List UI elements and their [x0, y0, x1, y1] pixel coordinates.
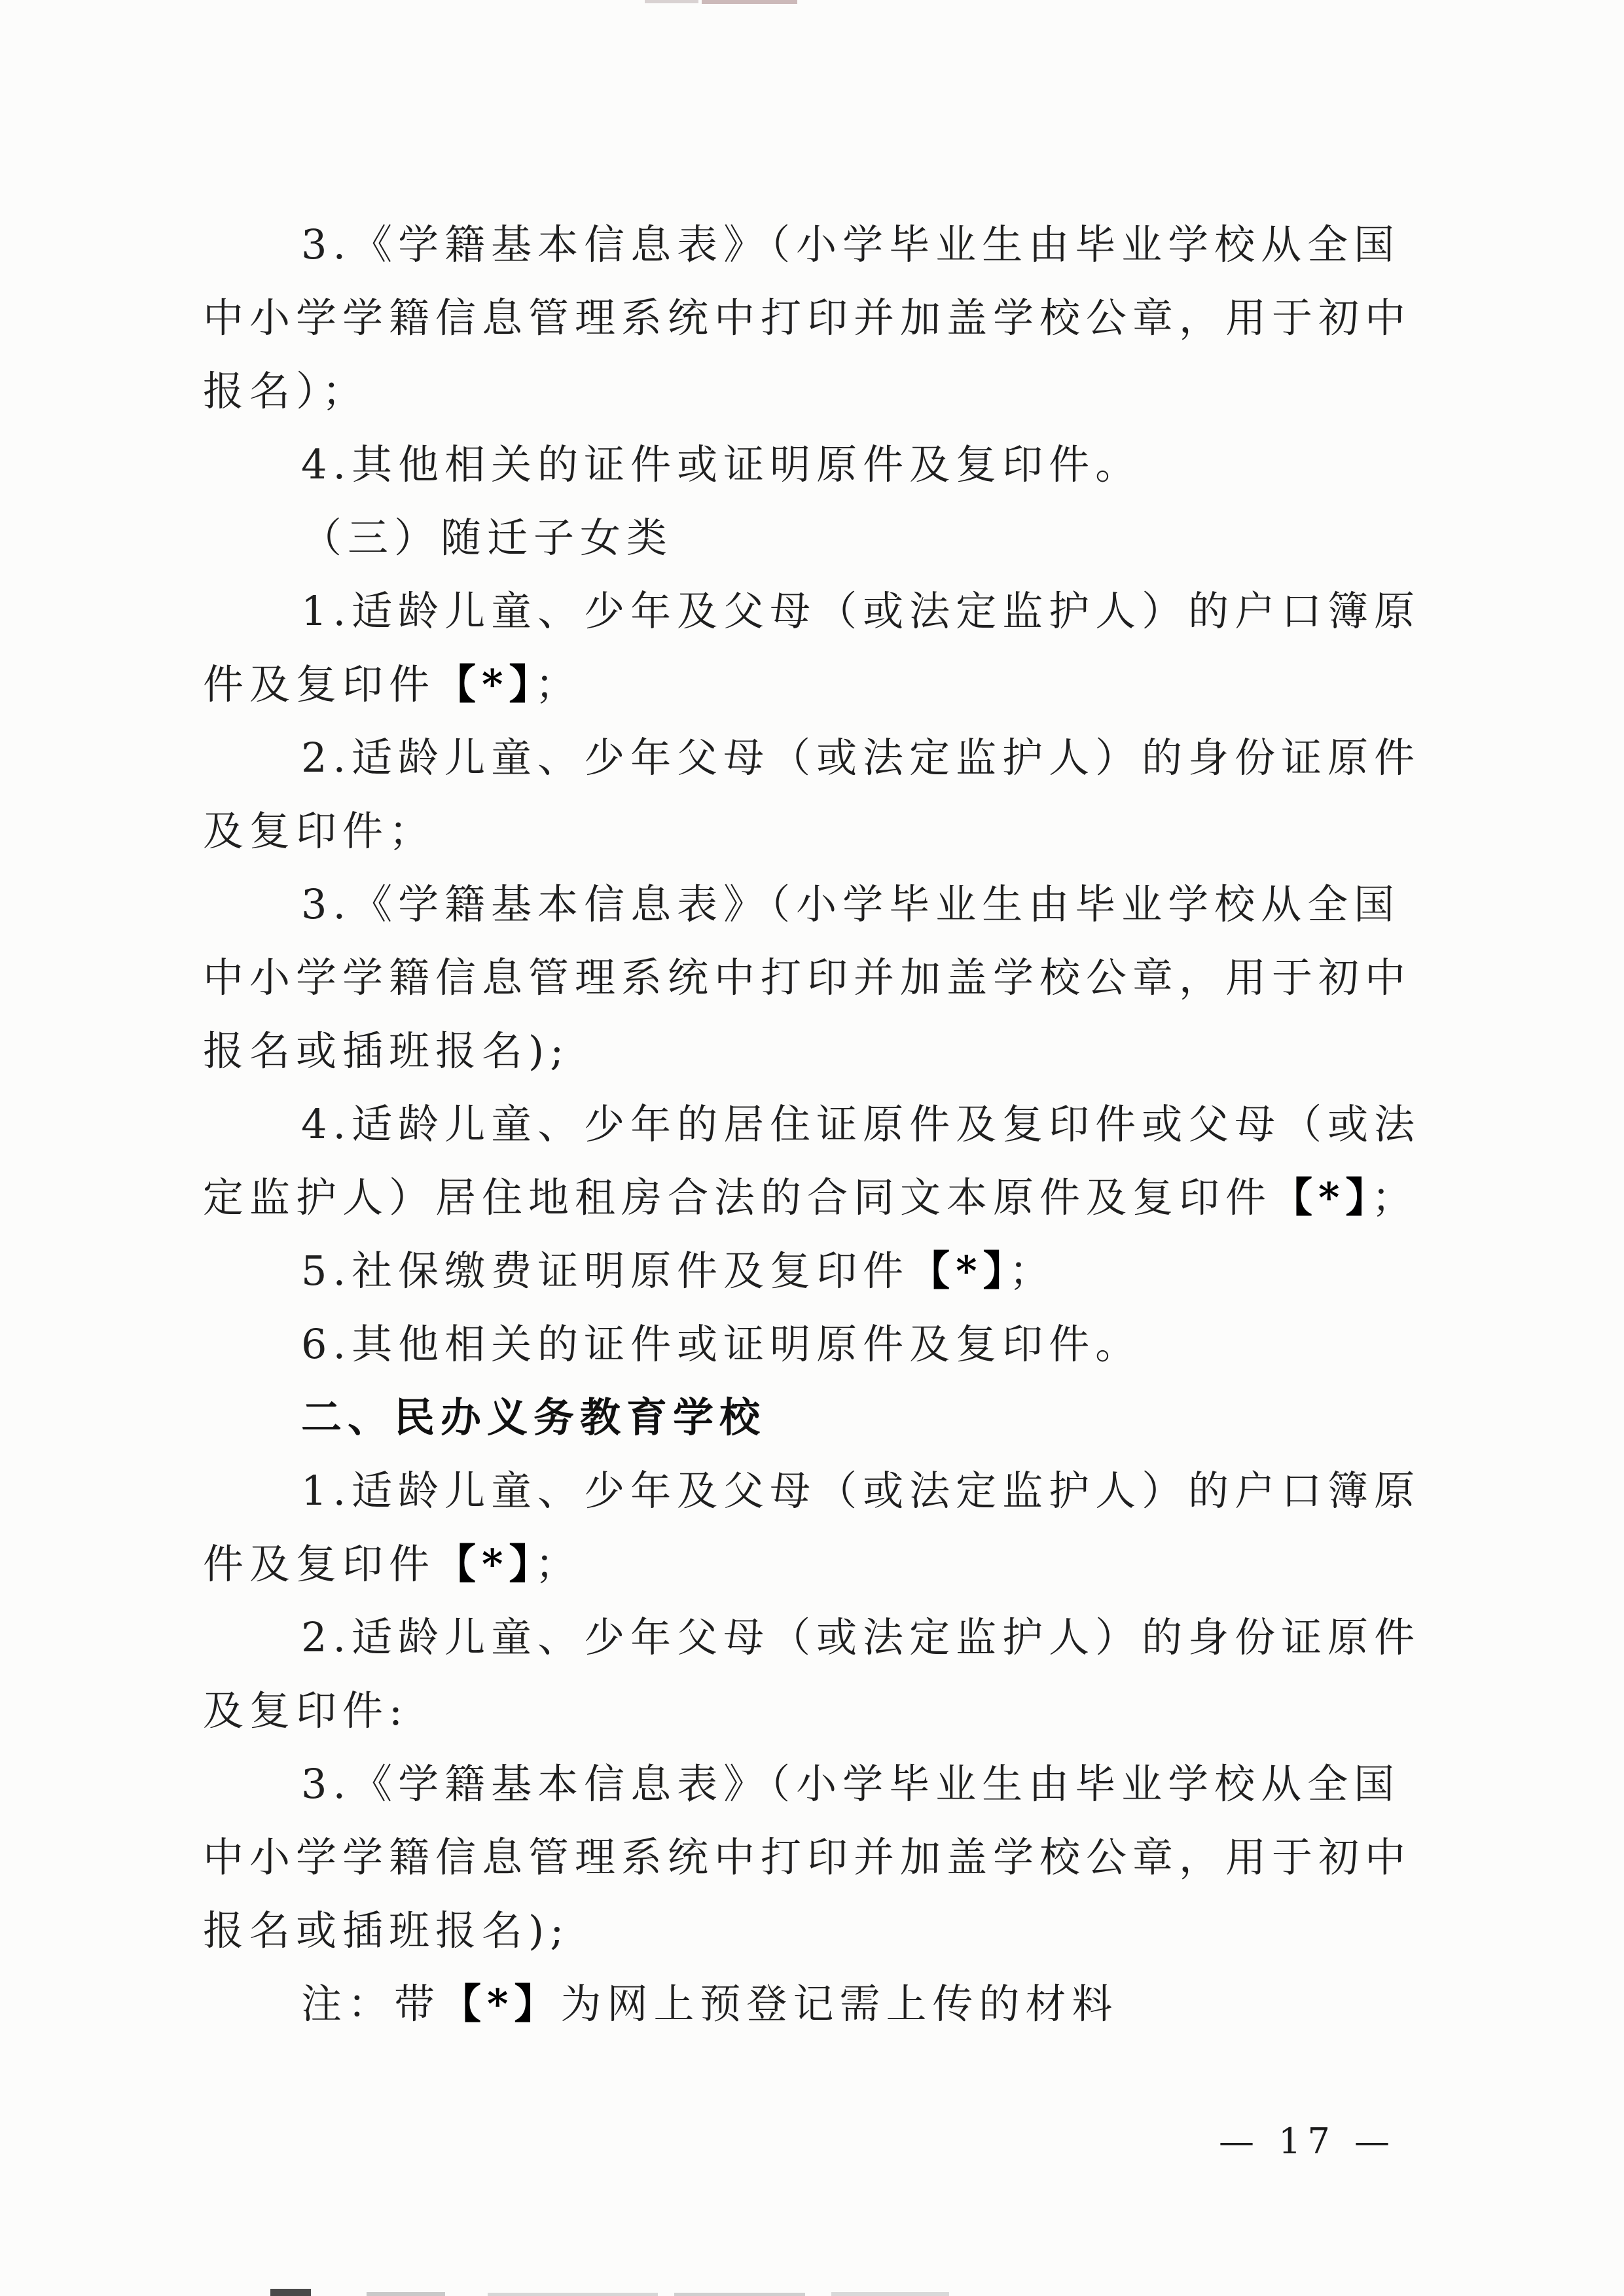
text-line: 中小学学籍信息管理系统中打印并加盖学校公章，用于初中	[203, 954, 1412, 1001]
scan-artifact-bottom	[367, 2292, 445, 2296]
text-line: 报名或插班报名);	[203, 1027, 570, 1075]
text-line: 件及复印件【*】；	[203, 660, 582, 708]
scan-artifact-top	[702, 0, 797, 4]
text-line: 1.适龄儿童、少年及父母（或法定监护人）的户口簿原	[301, 587, 1421, 635]
text-line: 3.《学籍基本信息表》（小学毕业生由毕业学校从全国	[301, 1760, 1401, 1808]
scan-artifact-bottom	[831, 2292, 949, 2296]
text-line: 3.《学籍基本信息表》（小学毕业生由毕业学校从全国	[301, 880, 1401, 928]
text-line: 件及复印件【*】；	[203, 1540, 582, 1588]
text-line: 定监护人）居住地租房合法的合同文本原件及复印件【*】；	[203, 1174, 1418, 1221]
text-line: 及复印件:	[203, 1687, 408, 1734]
upload-required-marker: 【*】	[1272, 1174, 1372, 1221]
text-line: 2.适龄儿童、少年父母（或法定监护人）的身份证原件	[301, 734, 1421, 781]
scan-artifact-bottom	[488, 2293, 658, 2296]
text-line: 中小学学籍信息管理系统中打印并加盖学校公章，用于初中	[203, 1833, 1412, 1881]
scan-artifact-bottom	[674, 2293, 805, 2296]
page-number: — 17 —	[1219, 2121, 1397, 2162]
section-heading: 二、民办义务教育学校	[301, 1393, 767, 1441]
text-line: 1.适龄儿童、少年及父母（或法定监护人）的户口簿原	[301, 1467, 1421, 1515]
upload-required-marker: 【*】	[435, 660, 535, 708]
text-line: 6.其他相关的证件或证明原件及复印件。	[301, 1320, 1142, 1368]
upload-required-marker: 【*】	[435, 1540, 535, 1588]
text-line: 报名或插班报名);	[203, 1907, 570, 1954]
text-line: 4.适龄儿童、少年的居住证原件及复印件或父母（或法	[301, 1100, 1421, 1148]
text-line: 2.适龄儿童、少年父母（或法定监护人）的身份证原件	[301, 1613, 1421, 1661]
upload-required-marker: 【*】	[909, 1247, 1009, 1295]
text-line: 5.社保缴费证明原件及复印件【*】；	[301, 1247, 1056, 1295]
scan-artifact-top	[645, 0, 698, 3]
text-line: 及复印件；	[203, 807, 436, 855]
text-line: 中小学学籍信息管理系统中打印并加盖学校公章，用于初中	[203, 294, 1412, 342]
text-line: 注：带【*】为网上预登记需上传的材料	[301, 1980, 1119, 2028]
scan-artifact-bottom	[270, 2289, 311, 2296]
upload-required-marker: 【*】	[441, 1980, 561, 2028]
text-line: 3.《学籍基本信息表》（小学毕业生由毕业学校从全国	[301, 221, 1401, 268]
text-line: 4.其他相关的证件或证明原件及复印件。	[301, 440, 1142, 488]
text-line: （三）随迁子女类	[301, 514, 674, 562]
text-line: 报名）；	[203, 367, 369, 415]
